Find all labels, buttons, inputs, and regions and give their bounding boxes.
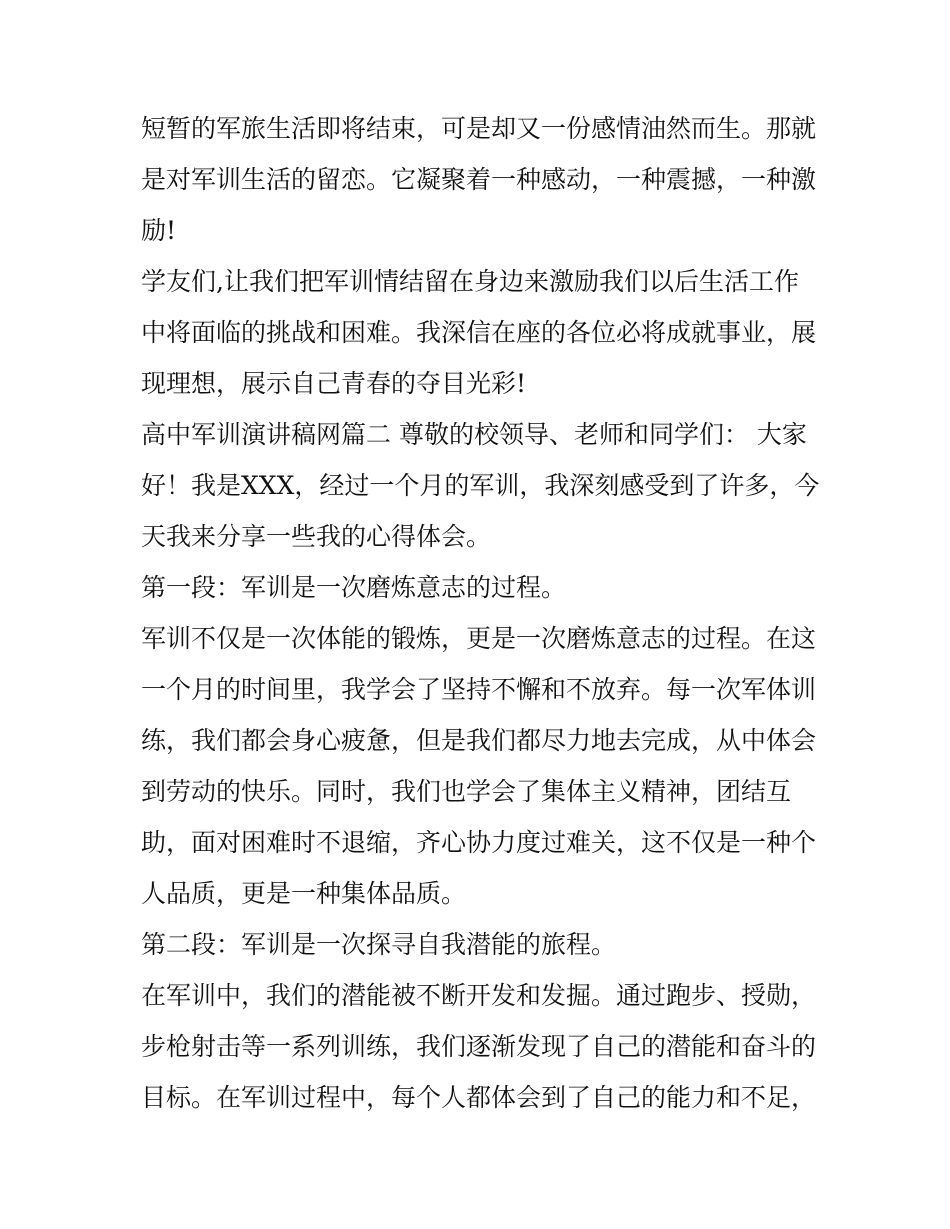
text-line: 助，面对困难时不退缩，齐心协力度过难关，这不仅是一种个 (141, 828, 817, 857)
paragraph-1 (141, 103, 821, 256)
paragraph-4 (141, 613, 821, 919)
section-heading-2 (141, 919, 821, 970)
section-heading-1 (141, 562, 821, 613)
paragraph-2 (141, 256, 821, 409)
text-line: 步枪射击等一系列训练，我们逐渐发现了自己的潜能和奋斗的 (141, 1032, 817, 1061)
text-line: 好！我是XXX，经过一个月的军训，我深刻感受到了许多，今 (141, 471, 820, 500)
text-line: 短暂的军旅生活即将结束，可是却又一份感情油然而生。那就 (141, 114, 817, 143)
text-line: 第一段：军训是一次磨炼意志的过程。 (141, 573, 567, 602)
text-line: 学友们,让我们把军训情结留在身边来激励我们以后生活工作 (141, 267, 799, 296)
text-line: 高中军训演讲稿网篇二 尊敬的校领导、老师和同学们： 大家 (141, 420, 807, 449)
text-line: 一个月的时间里，我学会了坚持不懈和不放弃。每一次军体训 (141, 675, 817, 704)
text-line: 励! (141, 216, 177, 245)
text-line: 人品质，更是一种集体品质。 (141, 879, 467, 908)
text-line: 在军训中，我们的潜能被不断开发和发掘。通过跑步、授勋， (141, 981, 817, 1010)
text-line: 中将面临的挑战和困难。我深信在座的各位必将成就事业，展 (141, 318, 817, 347)
text-line: 现理想，展示自己青春的夺目光彩! (141, 369, 527, 398)
text-line: 目标。在军训过程中，每个人都体会到了自己的能力和不足， (141, 1083, 817, 1112)
text-line: 天我来分享一些我的心得体会。 (141, 522, 492, 551)
text-line: 军训不仅是一次体能的锻炼，更是一次磨炼意志的过程。在这 (141, 624, 817, 653)
paragraph-5 (141, 970, 821, 1123)
text-line: 是对军训生活的留恋。它凝聚着一种感动，一种震撼，一种激 (141, 165, 817, 194)
text-line: 练，我们都会身心疲惫，但是我们都尽力地去完成，从中体会 (141, 726, 817, 755)
document-body (141, 103, 821, 1123)
text-line: 到劳动的快乐。同时，我们也学会了集体主义精神，团结互 (141, 777, 792, 806)
text-line: 第二段：军训是一次探寻自我潜能的旅程。 (141, 930, 617, 959)
paragraph-3 (141, 409, 821, 562)
